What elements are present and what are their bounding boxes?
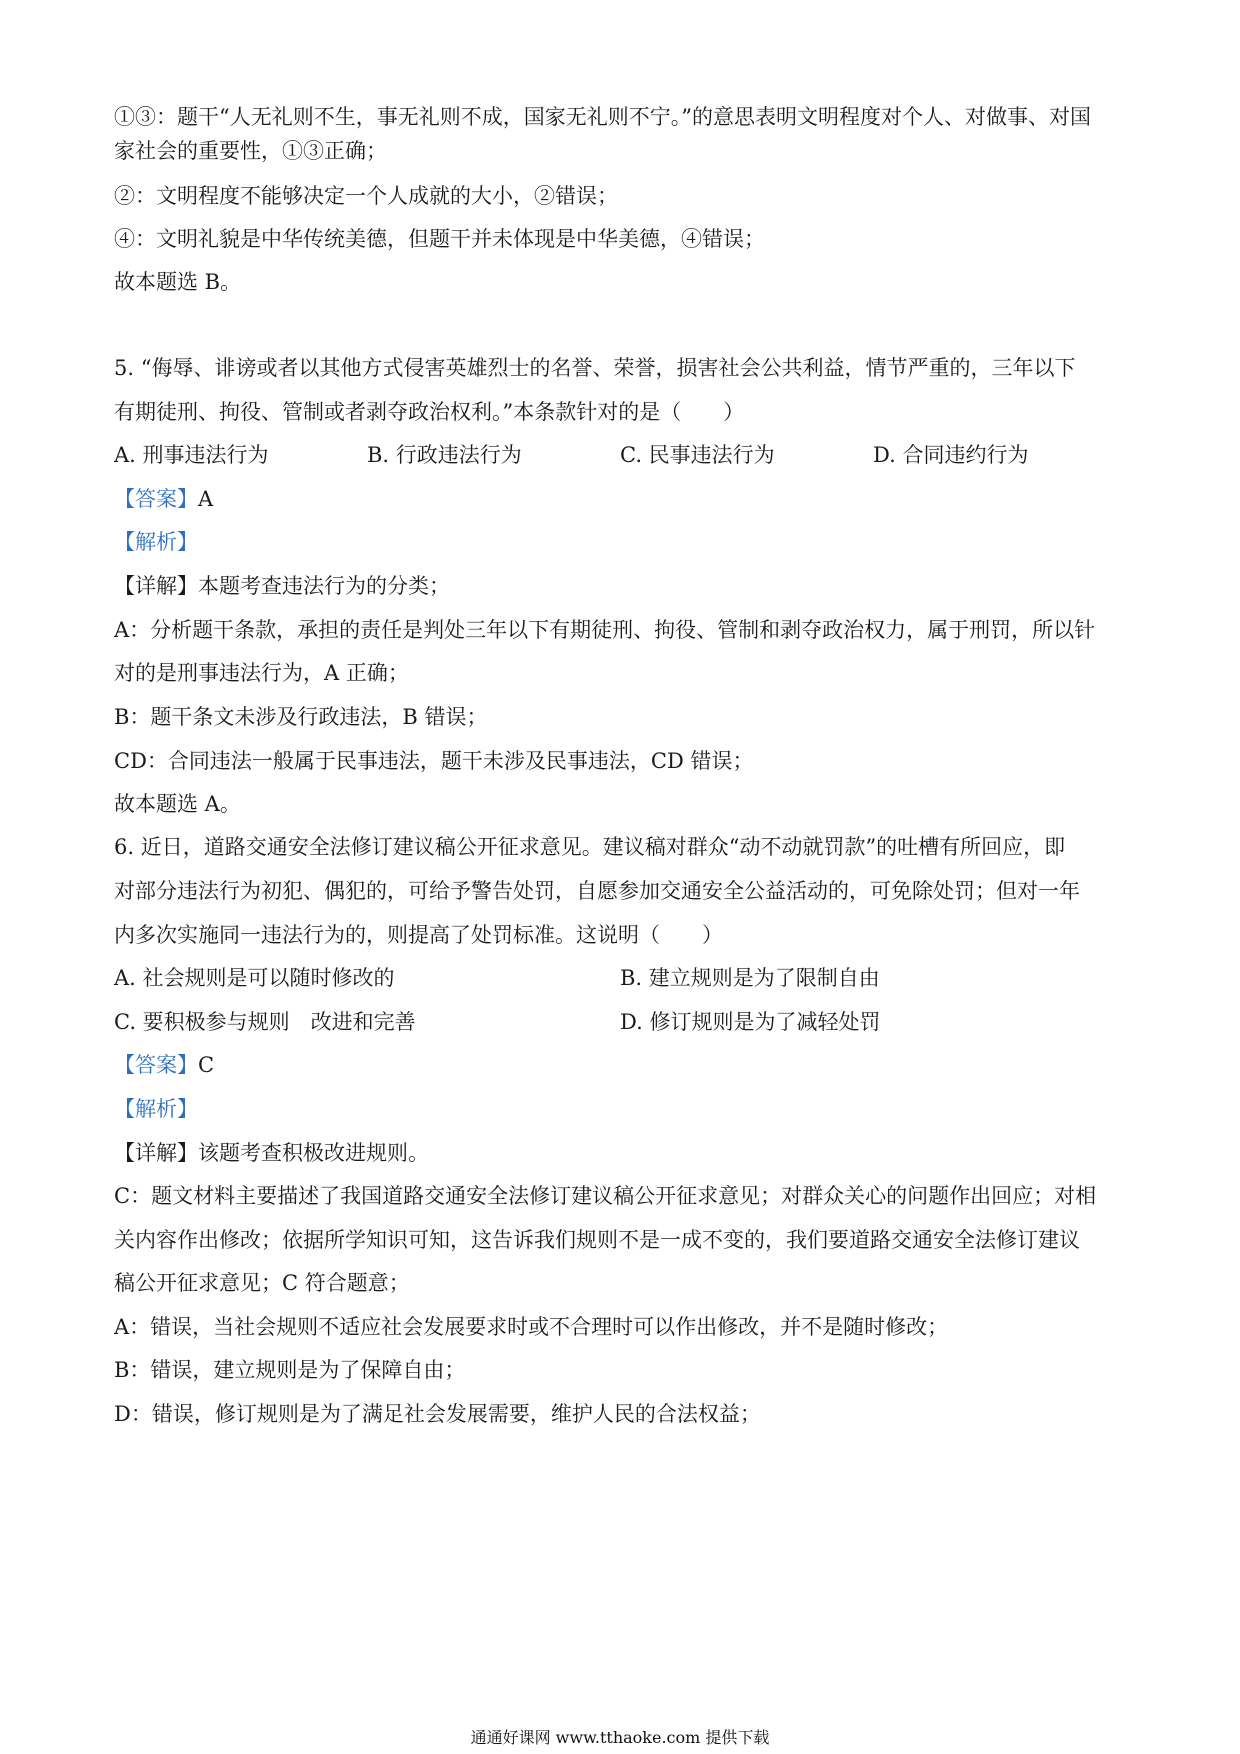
sec4-conclusion: 故本题选 B。 [114, 270, 242, 294]
q5-option-c: C. 民事违法行为 [620, 443, 775, 467]
q5-explain-line-2: 对的是刑事违法行为，A 正确； [114, 661, 409, 685]
q6-explain-line-4: A：错误，当社会规则不适应社会发展要求时或不合理时可以作出修改，并不是随时修改； [114, 1315, 949, 1339]
q5-conclusion: 故本题选 A。 [114, 792, 241, 816]
q6-explain-line-3: 稿公开征求意见；C 符合题意； [114, 1271, 410, 1295]
sec4-line-3: ②：文明程度不能够决定一个人成就的大小，②错误； [114, 184, 618, 208]
q5-option-b: B. 行政违法行为 [367, 443, 522, 467]
q5-answer [114, 484, 1134, 514]
q6-detail-line: 【详解】该题考查积极改进规则。 [114, 1141, 429, 1165]
q6-explain-line-2: 关内容作出修改；依据所学知识可知，这告诉我们规则不是一成不变的，我们要道路交通安全法修订建议 [114, 1228, 1080, 1252]
q6-option-b: B. 建立规则是为了限制自由 [620, 966, 880, 990]
q5-analysis-tag: 【解析】 [114, 530, 198, 554]
q6-stem-line-1: 6. 近日，道路交通安全法修订建议稿公开征求意见。建议稿对群众“动不动就罚款”的吐槽有所回应，即 [114, 835, 1066, 859]
q5-explain-line-1: A：分析题干条款，承担的责任是判处三年以下有期徒刑、拘役、管制和剥夺政治权力，属于刑罚，所以针 [114, 618, 1096, 642]
q6-stem-line-3: 内多次实施同一违法行为的，则提高了处罚标准。这说明（ ） [114, 923, 723, 947]
q6-stem-line-2: 对部分违法行为初犯、偶犯的，可给予警告处罚，自愿参加交通安全公益活动的，可免除处罚；但对一年 [114, 879, 1080, 903]
q6-option-c: C. 要积极参与规则 改进和完善 [114, 1010, 416, 1034]
q6-explain-line-6: D：错误，修订规则是为了满足社会发展需要，维护人民的合法权益； [114, 1402, 761, 1426]
q5-option-d: D. 合同违约行为 [873, 443, 1029, 467]
q6-option-a: A. 社会规则是可以随时修改的 [114, 966, 395, 990]
q5-stem-line-2: 有期徒刑、拘役、管制或者剥夺政治权利。”本条款针对的是（ ） [114, 400, 745, 424]
q6-explain-line-5: B：错误，建立规则是为了保障自由； [114, 1358, 466, 1382]
q6-analysis-tag: 【解析】 [114, 1097, 198, 1121]
sec4-line-1: ①③：题干“人无礼则不生，事无礼则不成，国家无礼则不宁。”的意思表明文明程度对个人、对做事、对国 [114, 105, 1091, 129]
q6-option-d: D. 修订规则是为了减轻处罚 [620, 1010, 881, 1034]
q5-option-a: A. 刑事违法行为 [114, 443, 269, 467]
sec4-line-2: 家社会的重要性，①③正确； [114, 139, 387, 163]
page-footer: 通通好课网 www.tthaoke.com 提供下载 [470, 1728, 770, 1747]
sec4-line-4: ④：文明礼貌是中华传统美德，但题干并未体现是中华美德，④错误； [114, 227, 765, 251]
q5-answer-value: A [198, 487, 214, 511]
q5-explain-line-3: B：题干条文未涉及行政违法，B 错误； [114, 705, 488, 729]
q5-detail-line: 【详解】本题考查违法行为的分类； [114, 574, 450, 598]
q6-answer-value: C [198, 1053, 215, 1077]
q6-answer-tag: 【答案】 [114, 1053, 198, 1077]
q5-answer-tag: 【答案】 [114, 487, 198, 511]
q5-stem-line-1: 5. “侮辱、诽谤或者以其他方式侵害英雄烈士的名誉、荣誉，损害社会公共利益，情节严重的，三年以下 [114, 356, 1076, 380]
q6-answer [114, 1050, 1134, 1080]
q5-explain-line-4: CD：合同违法一般属于民事违法，题干未涉及民事违法，CD 错误； [114, 749, 754, 773]
q6-explain-line-1: C：题文材料主要描述了我国道路交通安全法修订建议稿公开征求意见；对群众关心的问题作出回应；对相 [114, 1184, 1097, 1208]
